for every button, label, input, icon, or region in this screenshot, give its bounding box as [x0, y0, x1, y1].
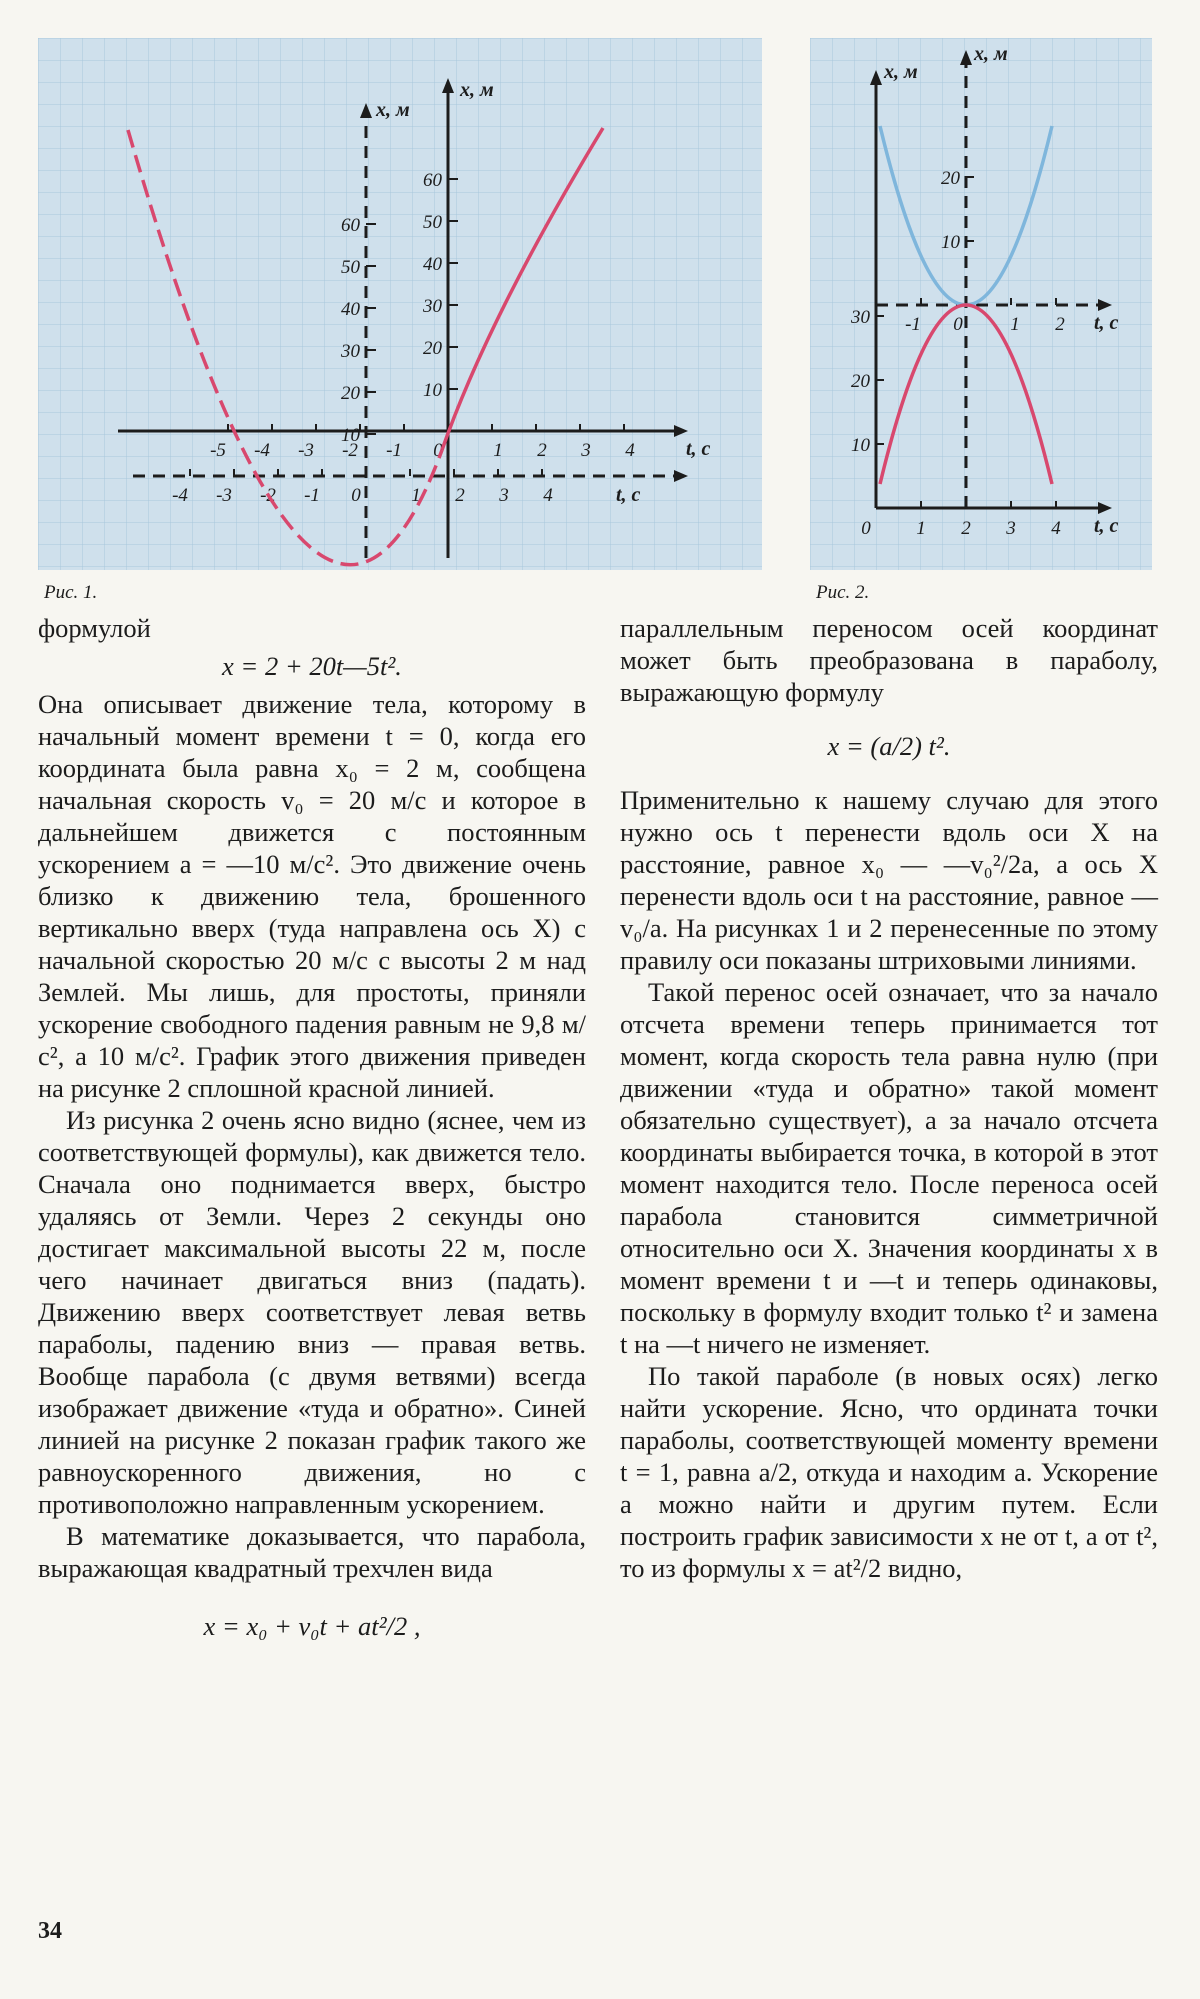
- x-tick-label-dashed: 50: [341, 257, 360, 278]
- x-tick-label-dashed: 20: [941, 168, 960, 189]
- x-tick-label-solid: 10: [423, 380, 442, 401]
- t-tick-label-solid: 2: [961, 518, 971, 539]
- t-tick-label-solid: -2: [342, 440, 358, 461]
- t-tick-label-dashed: -1: [905, 314, 921, 335]
- t-tick-label-solid: 4: [1051, 518, 1061, 539]
- t-tick-label-solid: 4: [625, 440, 635, 461]
- t-tick-label-solid: -4: [254, 440, 270, 461]
- x-tick-label-solid: 20: [423, 338, 442, 359]
- svg-text:t, с: t, с: [616, 484, 641, 506]
- page-number: 34: [38, 1918, 62, 1944]
- x-tick-label-dashed: 10: [341, 425, 360, 446]
- svg-text:t, с: t, с: [1094, 312, 1119, 334]
- svg-text:x, м: x, м: [460, 79, 494, 101]
- paragraph: формулой: [38, 613, 151, 643]
- x-tick-label-dashed: 40: [341, 299, 360, 320]
- formula: x = x₀ + v₀t + at²/2 ,: [203, 1611, 421, 1641]
- formula: x = 2 + 20t—5t².: [222, 651, 402, 681]
- svg-text:t, с: t, с: [686, 438, 711, 460]
- t-tick-label-solid: 0: [861, 518, 871, 539]
- paragraph: Такой перенос осей означает, что за начало отсчета времени теперь принимается тот момент, когда скорость тела равна нулю (при движении «туда и обратно» такой момент обязательно существует), а за начало отсчета координаты выбирается точка, в которой в этот момент находится тело. После переноса осей парабола становится симметричной относительно оси X. Значения координаты x в момент времени t и —t и теперь одинаковы, поскольку в формулу входит только t² и замена t на —t ничего не изменяет.: [620, 977, 1158, 1359]
- paragraph: По такой параболе (в новых осях) легко найти ускорение. Ясно, что ордината точки параболы, соответствующей моменту времени t = 1, равна a/2, откуда и находим a. Ускорение a можно найти и другим путем. Если построить график зависимости x не от t, а от t², то из формулы x = at²/2 видно,: [620, 1361, 1158, 1583]
- t-tick-label-solid: -3: [298, 440, 314, 461]
- formula: x = (a/2) t².: [827, 731, 951, 761]
- t-tick-label-dashed: 3: [499, 485, 509, 506]
- paragraph: В математике доказывается, что парабола, выражающая квадратный трехчлен вида: [38, 1521, 586, 1583]
- t-tick-label-dashed: 4: [543, 485, 553, 506]
- t-tick-label-solid: 3: [1006, 518, 1016, 539]
- text-column-right: [620, 612, 1158, 1584]
- t-tick-label-dashed: 1: [1010, 314, 1020, 335]
- figure-1-caption: Рис. 1.: [44, 582, 98, 603]
- t-tick-label-solid: 2: [537, 440, 547, 461]
- t-tick-label-solid: 1: [916, 518, 926, 539]
- paragraph: Применительно к нашему случаю для этого нужно ось t перенести вдоль оси X на расстояние, равное x₀ — —v₀²/2a, а ось X перенести вдоль оси t на расстояние, равное —v₀/a. На рисунках 1 и 2 перенесенные по этому правилу оси показаны штриховыми линиями.: [620, 785, 1158, 975]
- t-tick-label-solid: -1: [386, 440, 402, 461]
- t-tick-label-dashed: -1: [304, 485, 320, 506]
- x-tick-label-dashed: 30: [341, 341, 360, 362]
- svg-text:x, м: x, м: [884, 61, 918, 83]
- figure-1-plot: [38, 38, 762, 570]
- t-tick-label-dashed: 1: [411, 485, 421, 506]
- svg-text:t, с: t, с: [1094, 515, 1119, 537]
- x-tick-label-solid: 10: [851, 435, 870, 456]
- paragraph: Из рисунка 2 очень ясно видно (яснее, чем из соответствующей формулы), как движется тело. Сначала оно поднимается вверх, быстро удаляясь от Земли. Через 2 секунды оно достигает максимальной высоты 22 м, после чего начинает двигаться вниз (падать). Движению вверх соответствует левая ветвь параболы, падению вниз — правая ветвь. Вообще парабола (с двумя ветвями) всегда изображает движение «туда и обратно». Синей линией на рисунке 2 показан график такого же равноускоренного движения, но с противоположно направленным ускорением.: [38, 1105, 586, 1519]
- svg-text:x, м: x, м: [974, 43, 1008, 65]
- t-tick-label-solid: -5: [210, 440, 226, 461]
- t-tick-label-dashed: 0: [953, 314, 963, 335]
- text-column-left: [38, 612, 586, 1642]
- x-tick-label-dashed: 10: [941, 232, 960, 253]
- t-tick-label-solid: 3: [581, 440, 591, 461]
- t-tick-label-dashed: 2: [1055, 314, 1065, 335]
- x-tick-label-solid: 30: [423, 296, 442, 317]
- t-tick-label-dashed: -3: [216, 485, 232, 506]
- x-tick-label-solid: 20: [851, 371, 870, 392]
- t-tick-label-dashed: 0: [351, 485, 361, 506]
- figure-2-caption: Рис. 2.: [816, 582, 870, 603]
- paragraph: Она описывает движение тела, которому в начальный момент времени t = 0, когда его координата была равна x₀ = 2 м, сообщена начальная скорость v₀ = 20 м/с и которое в дальнейшем движется с постоянным ускорением a = —10 м/с². Это движение очень близко к движению тела, брошенного вертикально вверх (туда направлена ось X) с начальной скоростью 20 м/с с высоты 2 м над Землей. Мы лишь, для простоты, приняли ускорение свободного падения равным не 9,8 м/с², а 10 м/с². График этого движения приведен на рисунке 2 сплошной красной линией.: [38, 689, 586, 1103]
- figure-2-plot: [810, 38, 1152, 570]
- x-tick-label-dashed: 20: [341, 383, 360, 404]
- t-tick-label-dashed: -2: [260, 485, 276, 506]
- x-tick-label-solid: 60: [423, 170, 442, 191]
- figure-1: [38, 38, 762, 570]
- x-tick-label-solid: 40: [423, 254, 442, 275]
- paragraph: параллельным переносом осей координат может быть преобразована в параболу, выражающую формулу: [620, 613, 1158, 707]
- t-tick-label-solid: 1: [493, 440, 503, 461]
- t-tick-label-solid: 0: [433, 440, 443, 461]
- t-tick-label-dashed: 2: [455, 485, 465, 506]
- svg-text:x, м: x, м: [376, 99, 410, 121]
- x-tick-label-solid: 30: [851, 307, 870, 328]
- t-tick-label-dashed: -4: [172, 485, 188, 506]
- figure-2: [810, 38, 1152, 570]
- x-tick-label-dashed: 60: [341, 215, 360, 236]
- x-tick-label-solid: 50: [423, 212, 442, 233]
